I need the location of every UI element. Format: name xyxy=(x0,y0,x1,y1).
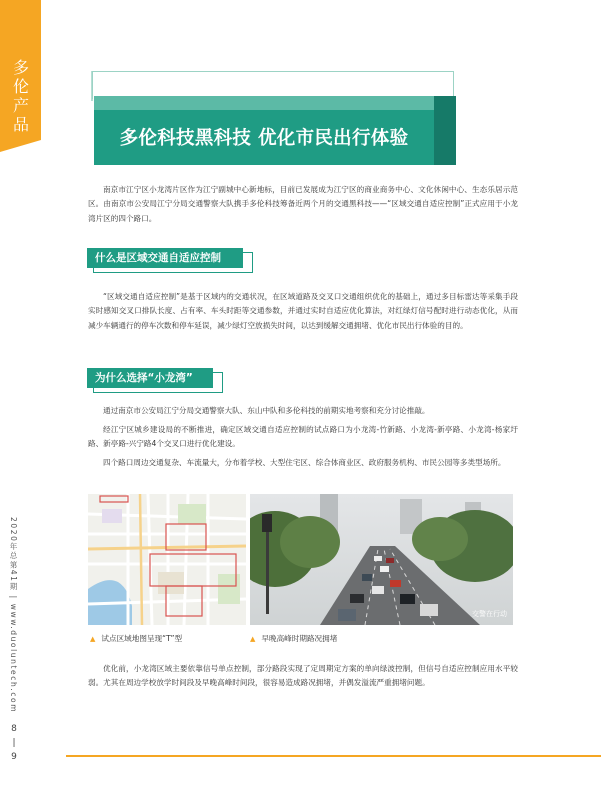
section2-paragraph-1: 通过南京市公安局江宁分局交通警察大队、东山中队和多伦科技的前期实地考察和充分讨论推敲。 xyxy=(103,406,430,415)
traffic-photo-graphic xyxy=(250,494,513,625)
section-tab-char: 多 xyxy=(12,58,29,77)
section-tab-label xyxy=(8,58,34,134)
section2-paragraph-2: 经江宁区城乡建设局的不断推进，确定区域交通自适应控制的试点路口为小龙湾-竹新路、小龙湾-新亭路、小龙湾-杨家圩路、新亭路-兴宁路4个交叉口进行优化建设。 xyxy=(88,425,518,449)
page-title: 多伦科技黑科技 优化市民出行体验 xyxy=(119,128,409,149)
section-heading-1 xyxy=(87,248,252,270)
banner-side-face xyxy=(434,96,456,165)
banner-top-face xyxy=(94,96,434,110)
page-number-left: 8 xyxy=(11,724,17,734)
caption-triangle-icon: ▲ xyxy=(90,635,96,643)
traffic-photo xyxy=(250,494,513,625)
section2-paragraph-3: 四个路口周边交通复杂、车流量大，分布着学校、大型住宅区、综合体商业区、政府服务机构、市民公园等多类型场所。 xyxy=(103,458,506,467)
pilot-area-map xyxy=(88,494,246,625)
caption-map-text: 试点区域地图呈现“T”型 xyxy=(101,634,183,643)
page-numbers xyxy=(9,722,19,764)
section-tab-notch xyxy=(0,140,41,152)
footer-rule xyxy=(66,755,601,757)
section1-paragraph: “区域交通自适应控制”是基于区域内的交通状况，在区域道路及交叉口交通组织优化的基础上，通过多目标雷达等采集手段实时感知交叉口排队长度、占有率、车头时距等交通参数，并通过实时自适应优化算法，对红绿灯信号配时进行动态优化，从而减少车辆通行的停车次数和停车延误，减少绿灯空放损失时间，以达到缓解交通拥堵、优化市民出行体验的目的。 xyxy=(88,292,518,330)
intro-paragraph: 南京市江宁区小龙湾片区作为江宁副城中心新地标，目前已发展成为江宁区的商业商务中心、文化休闲中心、生态乐居示范区。由南京市公安局江宁分局交通警察大队携手多伦科技筹备近两个月的交通黑科技——“区域交通自适应控制”正式应用于小龙湾片区的四个路口。 xyxy=(88,185,518,223)
closing-paragraph: 优化前，小龙湾区域主要依靠信号单点控制，部分路段实现了定周期定方案的单向绿波控制，但信号自适应控制应用水平较弱。尤其在周边学校放学时间段及早晚高峰时间段，很容易造成路况拥堵，并偶发溢流严重拥堵问题。 xyxy=(88,664,518,688)
section-heading-label: 什么是区域交通自适应控制 xyxy=(87,248,243,268)
page-number-separator: | xyxy=(12,738,16,748)
caption-photo xyxy=(250,633,337,644)
photo-watermark: 交警在行动 xyxy=(472,610,507,618)
section-heading-label: 为什么选择“小龙湾” xyxy=(87,368,213,388)
caption-triangle-icon: ▲ xyxy=(250,635,256,643)
caption-map xyxy=(90,633,182,644)
issue-info: 2020年总第41期 | www.duoluntech.com xyxy=(9,517,18,714)
banner-outline xyxy=(92,71,454,99)
section-heading-2 xyxy=(87,368,222,390)
section-tab-char: 产 xyxy=(12,96,29,115)
section-tab-char: 品 xyxy=(12,115,29,134)
map-graphic xyxy=(88,494,246,625)
page-number-right: 9 xyxy=(11,752,17,762)
caption-photo-text: 早晚高峰时期路况拥堵 xyxy=(261,634,338,643)
section-tab-char: 伦 xyxy=(12,77,29,96)
